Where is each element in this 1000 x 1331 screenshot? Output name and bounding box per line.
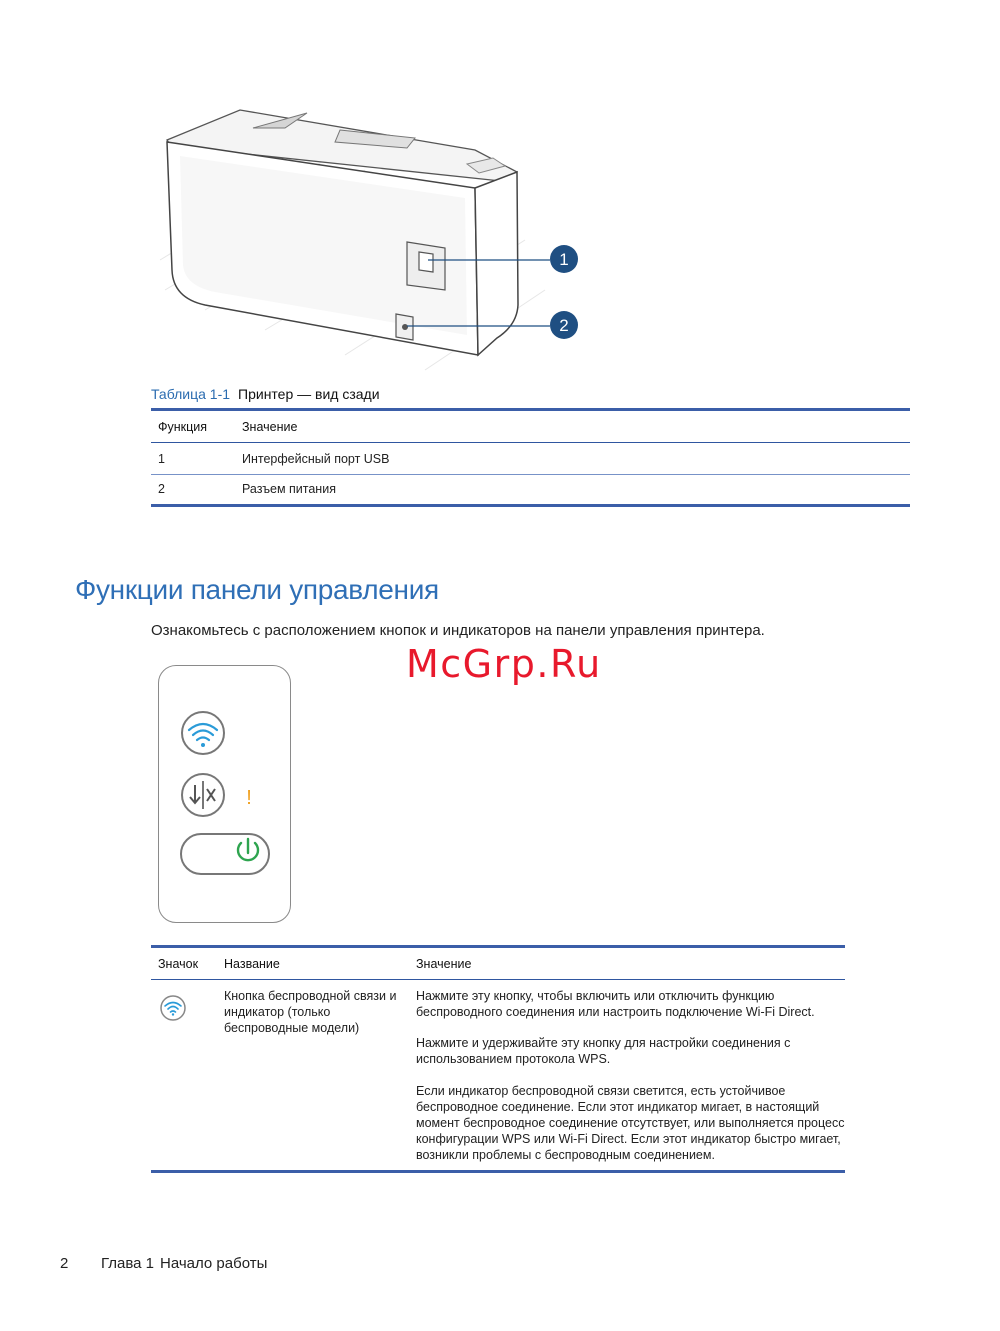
callout-1 <box>550 245 578 273</box>
row-meaning-paragraph-2: Нажмите и удерживайте эту кнопку для настройки соединения с использованием протокола WPS. <box>416 1036 791 1066</box>
table-top-rule <box>151 945 845 948</box>
wireless-icon <box>182 712 224 754</box>
row-meaning-paragraph-3: Если индикатор беспроводной связи светится, есть устойчивое беспроводное соединение. Если этот индикатор мигает, в настоящий момент беспроводное соединение отсутствует, или выполняется процесс конфигурации WPS или Wi-Fi Direct. Если этот индикатор быстро мигает, возникли проблемы с беспроводным соединением. <box>416 1084 845 1162</box>
header-name: Название <box>224 957 280 971</box>
svg-text:2: 2 <box>559 316 569 335</box>
footer-chapter: Глава 1 <box>101 1255 155 1272</box>
header-icon: Значок <box>158 957 199 971</box>
watermark-text: McGrp.Ru <box>406 642 602 686</box>
control-panel-illustration <box>158 665 291 923</box>
section-title: Функции панели управления <box>75 574 439 605</box>
power-icon <box>181 834 269 874</box>
header-meaning: Значение <box>416 957 472 971</box>
svg-text:1: 1 <box>559 250 569 269</box>
table-number: Таблица 1-1 <box>151 386 231 402</box>
header-meaning: Значение <box>242 420 298 434</box>
row-feature: 1 <box>158 452 165 466</box>
table-title: Принтер — вид сзади <box>238 386 380 402</box>
header-feature: Функция <box>158 420 208 434</box>
attention-indicator-icon: ! <box>246 787 252 809</box>
control-panel-table <box>151 945 845 1175</box>
rear-view-table <box>151 408 910 510</box>
row-meaning-paragraph-1: Нажмите эту кнопку, чтобы включить или отключить функцию беспроводного соединения или настроить подключение Wi-Fi Direct. <box>416 989 815 1019</box>
row-name: Кнопка беспроводной связи и индикатор (только беспроводные модели) <box>224 989 397 1035</box>
table-top-rule <box>151 408 910 411</box>
page-number: 2 <box>60 1255 69 1272</box>
table-bottom-rule <box>151 1170 845 1173</box>
cancel-icon <box>182 774 224 816</box>
table-bottom-rule <box>151 504 910 507</box>
header-rule <box>151 442 910 443</box>
row-rule <box>151 474 910 475</box>
row-feature: 2 <box>158 482 165 496</box>
section-intro: Ознакомьтесь с расположением кнопок и индикаторов на панели управления принтера. <box>151 622 765 639</box>
row-meaning: Разъем питания <box>242 482 336 496</box>
footer-chapter-title: Начало работы <box>160 1255 268 1272</box>
callout-2 <box>550 311 578 339</box>
printer-rear-view-illustration <box>145 100 615 375</box>
table-caption <box>151 386 380 402</box>
header-rule <box>151 979 845 980</box>
row-meaning: Интерфейсный порт USB <box>242 452 390 466</box>
wireless-icon <box>159 994 187 1022</box>
